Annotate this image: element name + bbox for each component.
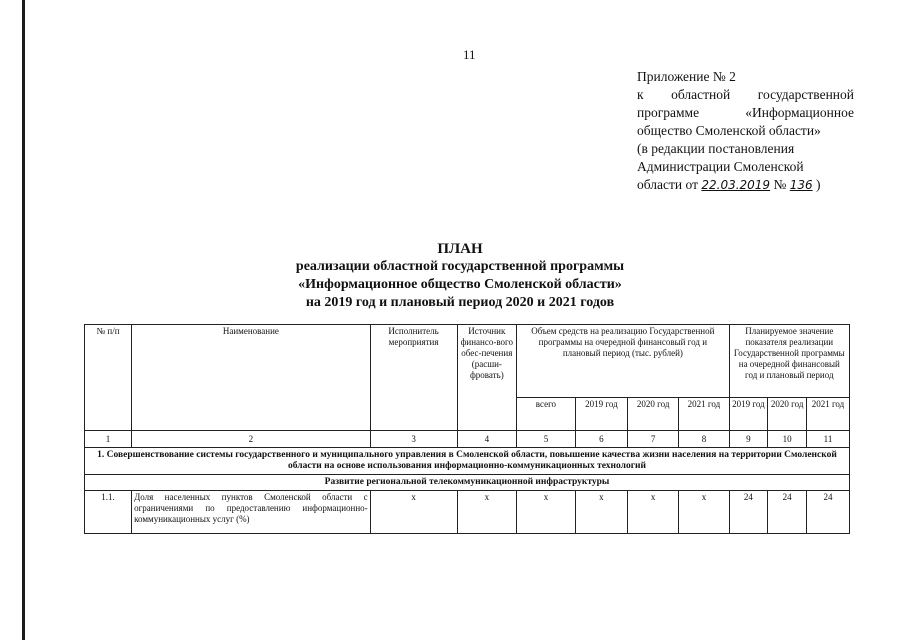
row-i2020: 24 <box>768 491 807 534</box>
title-line: реализации областной государственной программы <box>295 259 625 274</box>
row-f2021: х <box>679 491 729 534</box>
title-line: ПЛАН <box>437 241 483 257</box>
section-title: 1. Совершенствование системы государственного и муниципального управления в Смоленской области, повышение качества жизни населения на территории Смоленской области на основе использования информационно-коммуникационных технологий <box>85 448 850 475</box>
row-name: Доля населенных пунктов Смоленской области с ограничениями по предоставлению информационно-коммуникационных услуг (%) <box>132 491 371 534</box>
header-f2020: 2020 год <box>628 398 679 431</box>
column-number: 3 <box>370 431 457 448</box>
row-total: х <box>517 491 576 534</box>
header-i2020: 2020 год <box>768 398 807 431</box>
header-i2021: 2021 год <box>806 398 849 431</box>
handwritten-date: 22.03.2019 <box>701 178 771 192</box>
appendix-date-prefix: области от <box>637 177 698 192</box>
column-number: 4 <box>457 431 517 448</box>
appendix-line: программе «Информационное <box>637 105 854 120</box>
row-i2021: 24 <box>806 491 849 534</box>
header-total: всего <box>517 398 576 431</box>
title-line: на 2019 год и плановый период 2020 и 2021 годов <box>305 295 615 310</box>
plan-table <box>84 324 850 534</box>
appendix-line: общество Смоленской области» <box>637 123 821 138</box>
column-number: 10 <box>768 431 807 448</box>
row-f2019: х <box>575 491 627 534</box>
header-funding: Объем средств на реализацию Государственной программы на очередной финансовый год и плановый период (тыс. рублей) <box>517 325 729 398</box>
handwritten-number: 136 <box>789 178 813 192</box>
column-number: 8 <box>679 431 729 448</box>
appendix-line: Администрации Смоленской <box>637 159 804 174</box>
header-indicator: Планируемое значение показателя реализации Государственной программы на очередной финансовый год и плановый период <box>729 325 849 398</box>
column-number: 9 <box>729 431 768 448</box>
header-f2021: 2021 год <box>679 398 729 431</box>
column-number: 1 <box>85 431 132 448</box>
section-row <box>85 448 850 475</box>
header-f2019: 2019 год <box>575 398 627 431</box>
appendix-date-line <box>637 176 854 194</box>
column-number: 7 <box>628 431 679 448</box>
header-row <box>85 325 850 398</box>
table-row <box>85 491 850 534</box>
appendix-block <box>637 68 854 194</box>
row-executor: х <box>370 491 457 534</box>
column-number-row <box>85 431 850 448</box>
title-line: «Информационное общество Смоленской области» <box>298 277 622 292</box>
closing-paren: ) <box>816 177 821 192</box>
appendix-line: (в редакции постановления <box>637 141 795 156</box>
header-source: Источник финансо-вого обес-печения (расши-фровать) <box>457 325 517 431</box>
header-i2019: 2019 год <box>729 398 768 431</box>
column-number: 6 <box>575 431 627 448</box>
row-source: х <box>457 491 517 534</box>
column-number: 11 <box>806 431 849 448</box>
column-number: 5 <box>517 431 576 448</box>
column-number: 2 <box>132 431 371 448</box>
subsection-row <box>85 475 850 491</box>
appendix-line: к областной государственной <box>637 87 854 102</box>
page-number: 11 <box>463 47 476 62</box>
number-sign: № <box>773 177 787 192</box>
row-i2019: 24 <box>729 491 768 534</box>
row-f2020: х <box>628 491 679 534</box>
header-num: № п/п <box>85 325 132 431</box>
row-num: 1.1. <box>85 491 132 534</box>
header-name: Наименование <box>132 325 371 431</box>
document-title <box>230 240 690 312</box>
appendix-line: Приложение № 2 <box>637 69 736 84</box>
scan-left-edge <box>22 0 25 640</box>
header-executor: Исполнитель мероприятия <box>370 325 457 431</box>
subsection-title: Развитие региональной телекоммуникационной инфраструктуры <box>85 475 850 491</box>
